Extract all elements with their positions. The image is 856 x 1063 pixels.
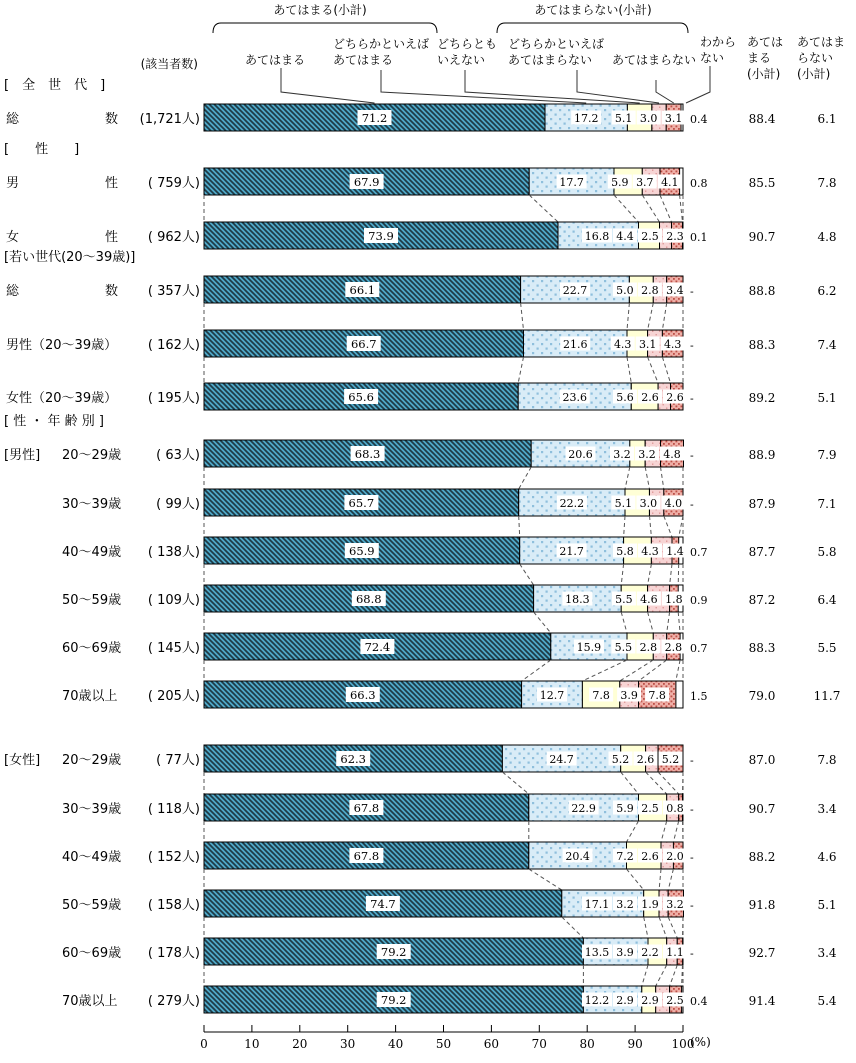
dk-value: 0.7 [690,642,708,655]
category-label: いえない [437,53,486,67]
category-label: どちらかといえば [508,37,605,51]
yes-subtotal: 89.2 [748,391,776,405]
section-label: [ 性 ・ 年 齢 別 ] [4,414,104,429]
axis-tick-label: 50 [435,1037,452,1051]
value-label: 4.4 [616,230,634,243]
value-label: 0.8 [666,802,684,815]
value-label: 15.9 [576,641,602,654]
dk-value: - [690,285,694,298]
row-count: ( 152人) [147,850,200,865]
section-label: [ 全 世 代 ] [4,78,106,93]
value-label: 7.8 [592,689,610,702]
value-label: 79.2 [380,993,407,1007]
row-name: 60～69歳 [62,946,122,961]
summary-header: あては [747,35,784,49]
axis-tick-label: 10 [244,1037,260,1051]
value-label: 73.9 [368,229,394,243]
dk-value: 0.4 [690,995,708,1008]
value-label: 12.2 [584,994,610,1007]
row-count: ( 205人) [147,689,200,704]
value-label: 17.1 [584,898,610,911]
no-subtotal: 7.4 [817,338,837,352]
row-name: 総 [6,112,20,127]
row-name: 性 [104,176,118,191]
row-name: 数 [104,112,118,127]
value-label: 5.9 [616,802,634,815]
value-label: 13.5 [584,946,610,959]
category-label: ない [700,51,725,65]
value-label: 21.7 [559,545,584,558]
value-label: 7.2 [616,850,634,863]
row-name: 総 [6,284,20,299]
category-label: どちらとも [437,37,498,51]
value-label: 5.2 [661,753,680,766]
row-name: 70歳以上 [62,689,118,704]
value-label: 1.4 [666,545,684,558]
section-label: [若い世代(20～39歳)] [4,250,136,265]
value-label: 2.8 [664,641,683,654]
value-label: 3.2 [638,448,656,461]
yes-subtotal: 88.3 [748,338,776,352]
no-subtotal: 6.1 [817,112,837,126]
row-count: ( 138人) [147,545,200,560]
dk-value: - [690,899,694,912]
bracket-no-title: あてはまらない(小計) [534,3,652,17]
no-subtotal: 5.4 [817,994,837,1008]
value-label: 62.3 [340,752,367,766]
value-label: 67.8 [353,849,380,863]
value-label: 18.3 [565,593,590,606]
dk-value: - [690,498,694,511]
value-label: 3.0 [639,112,658,125]
row-count: ( 357人) [147,284,200,299]
no-subtotal: 7.8 [817,176,837,190]
no-subtotal: 6.4 [817,593,837,607]
yes-subtotal: 88.8 [748,284,776,298]
row-count: ( 759人) [147,176,200,191]
value-label: 5.1 [614,497,633,510]
section-label: [ 性 ] [4,142,80,157]
value-label: 5.0 [616,284,634,297]
row-name: 数 [104,284,118,299]
summary-header: (小計) [747,67,781,81]
yes-subtotal: 87.0 [748,753,776,767]
summary-header: あてはま [797,35,846,49]
row-name: 50～59歳 [62,593,122,608]
value-label: 2.2 [641,946,659,959]
value-label: 5.2 [611,753,630,766]
value-label: 2.8 [641,284,659,297]
axis-unit-label: (%) [690,1035,711,1049]
value-label: 68.8 [355,592,382,606]
value-label: 1.1 [666,946,684,959]
no-subtotal: 5.8 [817,545,837,559]
value-label: 7.8 [648,689,666,702]
yes-subtotal: 87.9 [748,497,776,511]
yes-subtotal: 92.7 [748,946,776,960]
yes-subtotal: 87.7 [748,545,776,559]
value-label: 2.6 [641,391,659,404]
dk-value: 0.9 [690,594,708,607]
value-label: 23.6 [562,391,587,404]
row-name: 70歳以上 [62,994,118,1009]
axis-tick-label: 60 [483,1037,500,1051]
value-label: 22.7 [562,284,588,297]
value-label: 2.9 [641,994,659,1007]
summary-header: (小計) [797,67,831,81]
value-label: 4.8 [663,448,681,461]
dk-value: - [690,947,694,960]
category-label: わから [700,35,737,49]
value-label: 3.0 [639,497,658,510]
axis-tick-label: 30 [340,1037,356,1051]
row-count: ( 162人) [147,338,200,353]
value-label: 79.2 [380,945,407,959]
no-subtotal: 5.1 [817,391,837,405]
yes-subtotal: 88.3 [748,641,776,655]
yes-subtotal: 88.2 [748,850,776,864]
value-label: 5.8 [616,545,634,558]
category-label: あてはまる [244,53,306,67]
no-subtotal: 7.8 [817,753,837,767]
respondents-header: (該当者数) [140,57,198,71]
row-count: ( 195人) [147,391,200,406]
row-name: 女 [6,230,20,245]
value-label: 4.3 [663,338,682,351]
row-name: 40～49歳 [62,850,122,865]
no-subtotal: 4.6 [817,850,837,864]
row-name: 50～59歳 [62,898,122,913]
no-subtotal: 5.5 [817,641,837,655]
no-subtotal: 3.4 [817,946,837,960]
row-count: ( 109人) [147,593,200,608]
value-label: 24.7 [549,753,574,766]
value-label: 5.6 [616,391,634,404]
value-label: 2.0 [666,850,684,863]
value-label: 17.7 [559,176,584,189]
value-label: 2.6 [666,391,684,404]
no-subtotal: 7.9 [817,448,837,462]
dk-value: 0.8 [690,177,708,190]
value-label: 5.5 [615,593,633,606]
axis-tick-label: 80 [579,1037,595,1051]
value-label: 2.5 [641,230,659,243]
yes-subtotal: 85.5 [748,176,776,190]
row-count: ( 145人) [147,641,200,656]
yes-subtotal: 90.7 [748,802,776,816]
no-subtotal: 4.8 [817,230,837,244]
value-label: 67.9 [353,175,380,189]
value-label: 4.1 [661,176,679,189]
row-count: ( 962人) [147,230,200,245]
value-label: 65.6 [348,390,374,404]
dk-value: - [690,754,694,767]
value-label: 3.2 [616,898,634,911]
value-label: 2.6 [636,753,655,766]
value-label: 65.9 [349,544,375,558]
no-subtotal: 7.1 [817,497,837,511]
no-subtotal: 11.7 [813,689,841,703]
value-label: 74.7 [370,897,396,911]
no-subtotal: 3.4 [817,802,837,816]
row-name: 女性（20～39歳） [6,391,118,406]
value-label: 21.6 [562,338,588,351]
summary-header: まる [747,51,772,65]
value-label: 20.6 [568,448,593,461]
dk-value: - [690,449,694,462]
group-prefix: [女性] [4,753,41,768]
category-label: あてはまらない [508,53,593,67]
value-label: 2.6 [641,850,659,863]
yes-subtotal: 91.8 [748,898,776,912]
value-label: 1.8 [665,593,683,606]
connector-line [678,564,679,585]
axis-tick-label: 20 [292,1037,308,1051]
axis-tick-label: 70 [531,1037,547,1051]
row-count: ( 118人) [147,802,200,817]
value-label: 3.7 [636,176,654,189]
dk-value: 0.4 [690,113,708,126]
value-label: 5.5 [614,641,633,654]
value-label: 4.6 [640,593,658,606]
value-label: 12.7 [539,689,565,702]
value-label: 65.7 [348,496,375,510]
row-count: ( 99人) [156,497,200,512]
value-label: 5.1 [614,112,633,125]
value-label: 3.2 [613,448,631,461]
value-label: 20.4 [565,850,590,863]
value-label: 4.3 [641,545,659,558]
row-name: 20～29歳 [62,753,122,768]
value-label: 3.1 [664,112,683,125]
category-label: あてはまる [333,53,394,67]
axis-tick-label: 100 [671,1037,695,1051]
row-name: 性 [104,230,118,245]
row-name: 30～39歳 [62,802,122,817]
yes-subtotal: 87.2 [748,593,776,607]
value-label: 3.2 [666,898,684,911]
axis-tick-label: 90 [627,1037,643,1051]
row-name: 40～49歳 [62,545,122,560]
value-label: 2.9 [616,994,634,1007]
dk-value: 1.5 [690,690,708,703]
row-count: (1,721人) [139,112,200,127]
row-count: ( 178人) [147,946,200,961]
row-count: ( 279人) [147,994,200,1009]
no-subtotal: 6.2 [817,284,837,298]
row-name: 男性（20～39歳） [6,338,118,353]
value-label: 68.3 [354,447,381,461]
value-label: 3.4 [666,284,684,297]
bracket-yes-title: あてはまる(小計) [273,3,367,17]
row-name: 30～39歳 [62,497,122,512]
value-label: 1.9 [641,898,659,911]
yes-subtotal: 91.4 [748,994,776,1008]
value-label: 66.1 [349,283,376,297]
value-label: 66.7 [350,337,377,351]
value-label: 17.2 [573,112,599,125]
row-name: 60～69歳 [62,641,122,656]
value-label: 66.3 [349,688,376,702]
category-label: あてはまらない [612,53,697,67]
dk-value: 0.7 [690,546,708,559]
value-label: 3.1 [638,338,657,351]
value-label: 22.2 [559,497,585,510]
yes-subtotal: 88.4 [748,112,776,126]
value-label: 22.9 [571,802,596,815]
category-label: どちらかといえば [333,37,430,51]
value-label: 16.8 [584,230,610,243]
dk-value: 0.1 [690,231,708,244]
value-label: 5.9 [611,176,629,189]
value-label: 2.5 [666,994,684,1007]
value-label: 3.9 [620,689,638,702]
value-label: 2.5 [641,802,659,815]
value-label: 4.3 [613,338,632,351]
value-label: 3.9 [616,946,634,959]
value-label: 67.8 [353,801,380,815]
yes-subtotal: 88.9 [748,448,776,462]
yes-subtotal: 90.7 [748,230,776,244]
yes-subtotal: 79.0 [748,689,776,703]
row-name: 男 [6,176,20,191]
no-subtotal: 5.1 [817,898,837,912]
value-label: 2.8 [639,641,658,654]
row-count: ( 77人) [156,753,200,768]
dk-value: - [690,339,694,352]
value-label: 71.2 [361,111,388,125]
dk-value: - [690,803,694,816]
value-label: 2.3 [666,230,684,243]
group-prefix: [男性] [4,448,41,463]
row-count: ( 63人) [156,448,200,463]
axis-tick-label: 40 [387,1037,404,1051]
row-name: 20～29歳 [62,448,122,463]
value-label: 72.4 [364,640,391,654]
value-label: 4.0 [664,497,683,510]
dk-value: - [690,851,694,864]
axis-tick-label: 0 [200,1037,208,1051]
dk-value: - [690,392,694,405]
summary-header: らない [797,51,834,65]
row-count: ( 158人) [147,898,200,913]
